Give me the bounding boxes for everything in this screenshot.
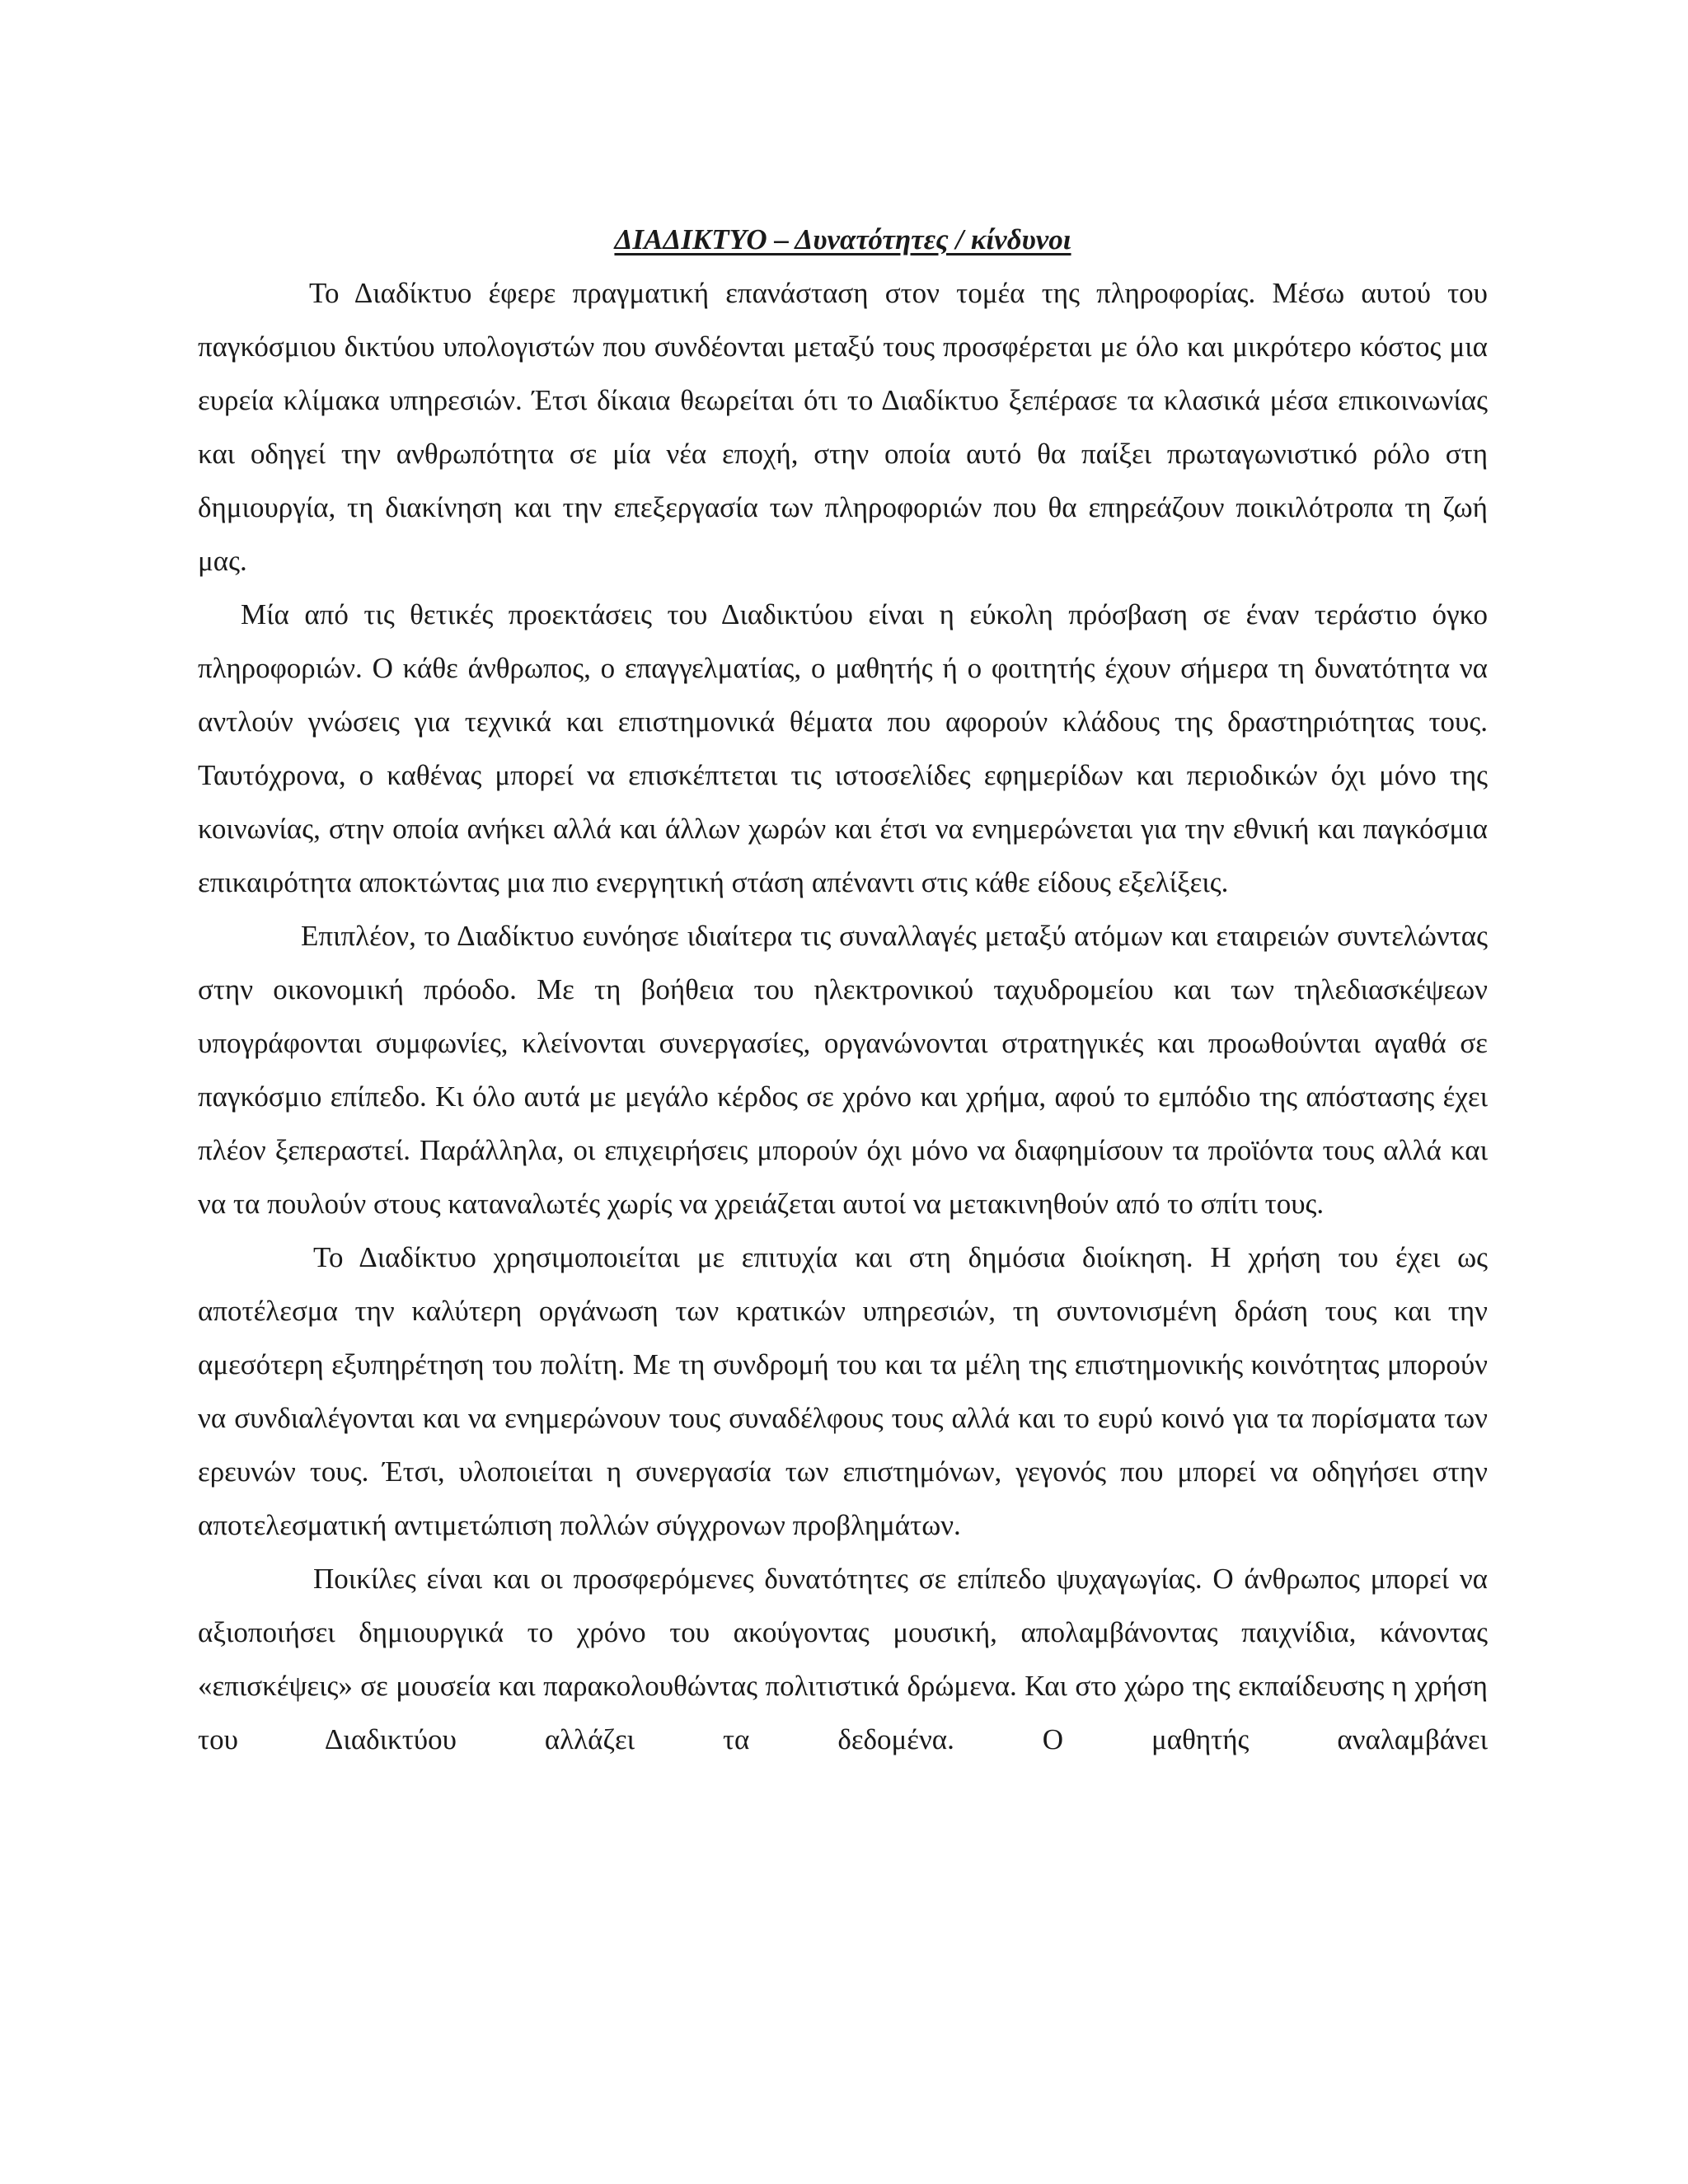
paragraph-5: Ποικίλες είναι και οι προσφερόμενες δυνατότητες σε επίπεδο ψυχαγωγίας. Ο άνθρωπος μπορεί να αξιοποιήσει δημιουργικά το χρόνο του ακούγοντας μουσική, απολαμβάνοντας παιχνίδια, κάνοντας «επισκέψεις» σε μουσεία και παρακολουθώντας πολιτιστικά δρώμενα. Και στο χώρο της εκπαίδευσης η χρήση του Διαδικτύου αλλάζει τα δεδομένα. Ο μαθητής αναλαμβάνει <box>198 1563 1488 1755</box>
document-title: ΔΙΑΔΙΚΤΥΟ – Δυνατότητες / κίνδυνοι <box>614 223 1071 255</box>
paragraph-3: Επιπλέον, το Διαδίκτυο ευνόησε ιδιαίτερα τις συναλλαγές μεταξύ ατόμων και εταιρειών συντελώντας στην οικονομική πρόοδο. Με τη βοήθεια του ηλεκτρονικού ταχυδρομείου και των τηλεδιασκέψεων υπογράφονται συμφωνίες, κλείνονται συνεργασίες, οργανώνονται στρατηγικές και προωθούνται αγαθά σε παγκόσμιο επίπεδο. Κι όλο αυτά με μεγάλο κέρδος σε χρόνο και χρήμα, αφού το εμπόδιο της απόστασης έχει πλέον ξεπεραστεί. Παράλληλα, οι επιχειρήσεις μπορούν όχι μόνο να διαφημίσουν τα προϊόντα τους αλλά και να τα πουλούν στους καταναλωτές χωρίς να χρειάζεται αυτοί να μετακινηθούν από το σπίτι τους. <box>198 920 1488 1220</box>
document-body <box>198 213 1488 1766</box>
paragraph-4: Το Διαδίκτυο χρησιμοποιείται με επιτυχία και στη δημόσια διοίκηση. Η χρήση του έχει ως αποτέλεσμα την καλύτερη οργάνωση των κρατικών υπηρεσιών, τη συντονισμένη δράση τους και την αμεσότερη εξυπηρέτηση του πολίτη. Με τη συνδρομή του και τα μέλη της επιστημονικής κοινότητας μπορούν να συνδιαλέγονται και να ενημερώνουν τους συναδέλφους τους αλλά και το ευρύ κοινό για τα πορίσματα των ερευνών τους. Έτσι, υλοποιείται η συνεργασία των επιστημόνων, γεγονός που μπορεί να οδηγήσει στην αποτελεσματική αντιμετώπιση πολλών σύγχρονων προβλημάτων. <box>198 1241 1488 1541</box>
paragraph-1: Το Διαδίκτυο έφερε πραγματική επανάσταση στον τομέα της πληροφορίας. Μέσω αυτού του παγκόσμιου δικτύου υπολογιστών που συνδέονται μεταξύ τους προσφέρεται με όλο και μικρότερο κόστος μια ευρεία κλίμακα υπηρεσιών. Έτσι δίκαια θεωρείται ότι το Διαδίκτυο ξεπέρασε τα κλασικά μέσα επικοινωνίας και οδηγεί την ανθρωπότητα σε μία νέα εποχή, στην οποία αυτό θα παίξει πρωταγωνιστικό ρόλο στη δημιουργία, τη διακίνηση και την επεξεργασία των πληροφοριών που θα επηρεάζουν ποικιλότροπα τη ζωή μας. <box>198 277 1488 577</box>
paragraph-2: Μία από τις θετικές προεκτάσεις του Διαδικτύου είναι η εύκολη πρόσβαση σε έναν τεράστιο όγκο πληροφοριών. Ο κάθε άνθρωπος, ο επαγγελματίας, ο μαθητής ή ο φοιτητής έχουν σήμερα τη δυνατότητα να αντλούν γνώσεις για τεχνικά και επιστημονικά θέματα που αφορούν κλάδους της δραστηριότητας τους. Ταυτόχρονα, ο καθένας μπορεί να επισκέπτεται τις ιστοσελίδες εφημερίδων και περιοδικών όχι μόνο της κοινωνίας, στην οποία ανήκει αλλά και άλλων χωρών και έτσι να ενημερώνεται για την εθνική και παγκόσμια επικαιρότητα αποκτώντας μια πιο ενεργητική στάση απέναντι στις κάθε είδους εξελίξεις. <box>198 598 1488 898</box>
